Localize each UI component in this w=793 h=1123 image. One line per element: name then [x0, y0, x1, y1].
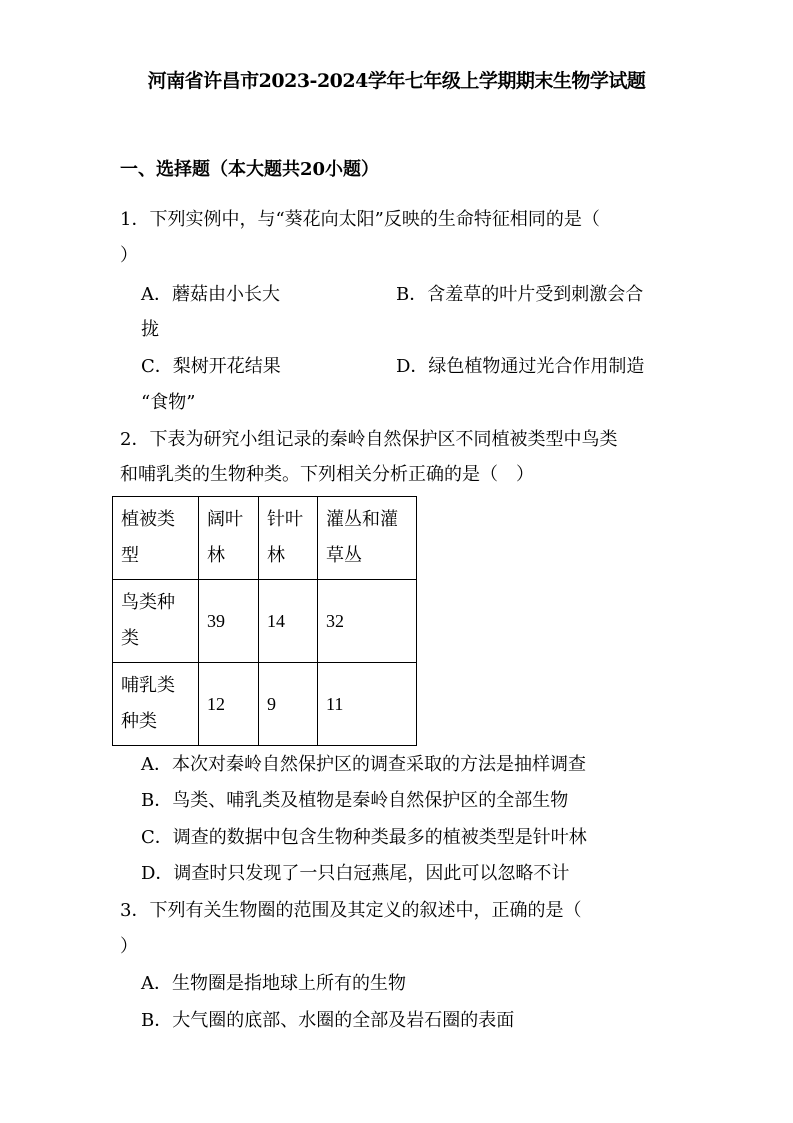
vegetation-species-table [112, 496, 417, 746]
table-cell: 9 [259, 663, 318, 746]
table-cell: 12 [199, 663, 259, 746]
q2-option-b: B．鸟类、哺乳类及植物是秦岭自然保护区的全部生物 [141, 790, 569, 811]
table-header-row [113, 497, 417, 580]
table-cell: 14 [259, 580, 318, 663]
q2-option-a: A．本次对秦岭自然保护区的调查采取的方法是抽样调查 [141, 754, 586, 775]
table-cell: 11 [318, 663, 417, 746]
table-header-cell: 针叶林 [259, 497, 318, 580]
q1-option-b-line1: B．含羞草的叶片受到刺激会合 [396, 284, 644, 305]
table-header-cell: 阔叶林 [199, 497, 259, 580]
q2-stem-line1: 2．下表为研究小组记录的秦岭自然保护区不同植被类型中鸟类 [120, 429, 618, 450]
table-row [113, 580, 417, 663]
table-cell: 32 [318, 580, 417, 663]
table-header-cell: 灌丛和灌草丛 [318, 497, 417, 580]
q1-option-a: A．蘑菇由小长大 [141, 284, 280, 305]
table-row [113, 663, 417, 746]
section-heading: 一、选择题（本大题共20小题） [120, 159, 380, 180]
q3-stem-line1: 3．下列有关生物圈的范围及其定义的叙述中，正确的是（ [120, 900, 582, 921]
q2-stem-line2: 和哺乳类的生物种类。下列相关分析正确的是（ ） [120, 464, 534, 485]
q2-option-c: C．调查的数据中包含生物种类最多的植被类型是针叶林 [141, 827, 587, 848]
table-cell: 39 [199, 580, 259, 663]
q1-stem-line1: 1．下列实例中，与“葵花向太阳”反映的生命特征相同的是（ [120, 209, 600, 230]
table-header-cell: 植被类型 [113, 497, 199, 580]
q1-option-d-line2: “食物” [141, 392, 196, 413]
q3-stem-line2: ） [120, 936, 138, 957]
q1-stem-line2: ） [120, 245, 138, 266]
page-title: 河南省许昌市2023-2024学年七年级上学期期末生物学试题 [147, 70, 646, 92]
q1-option-d-line1: D．绿色植物通过光合作用制造 [396, 356, 645, 377]
table-row-label: 哺乳类种类 [113, 663, 199, 746]
q3-option-a: A．生物圈是指地球上所有的生物 [141, 973, 406, 994]
q1-option-c: C．梨树开花结果 [141, 356, 281, 377]
q3-option-b: B．大气圈的底部、水圈的全部及岩石圈的表面 [141, 1010, 515, 1031]
q2-option-d: D．调查时只发现了一只白冠燕尾，因此可以忽略不计 [141, 863, 570, 884]
q1-option-b-line2: 拢 [141, 319, 159, 340]
table-row-label: 鸟类种类 [113, 580, 199, 663]
